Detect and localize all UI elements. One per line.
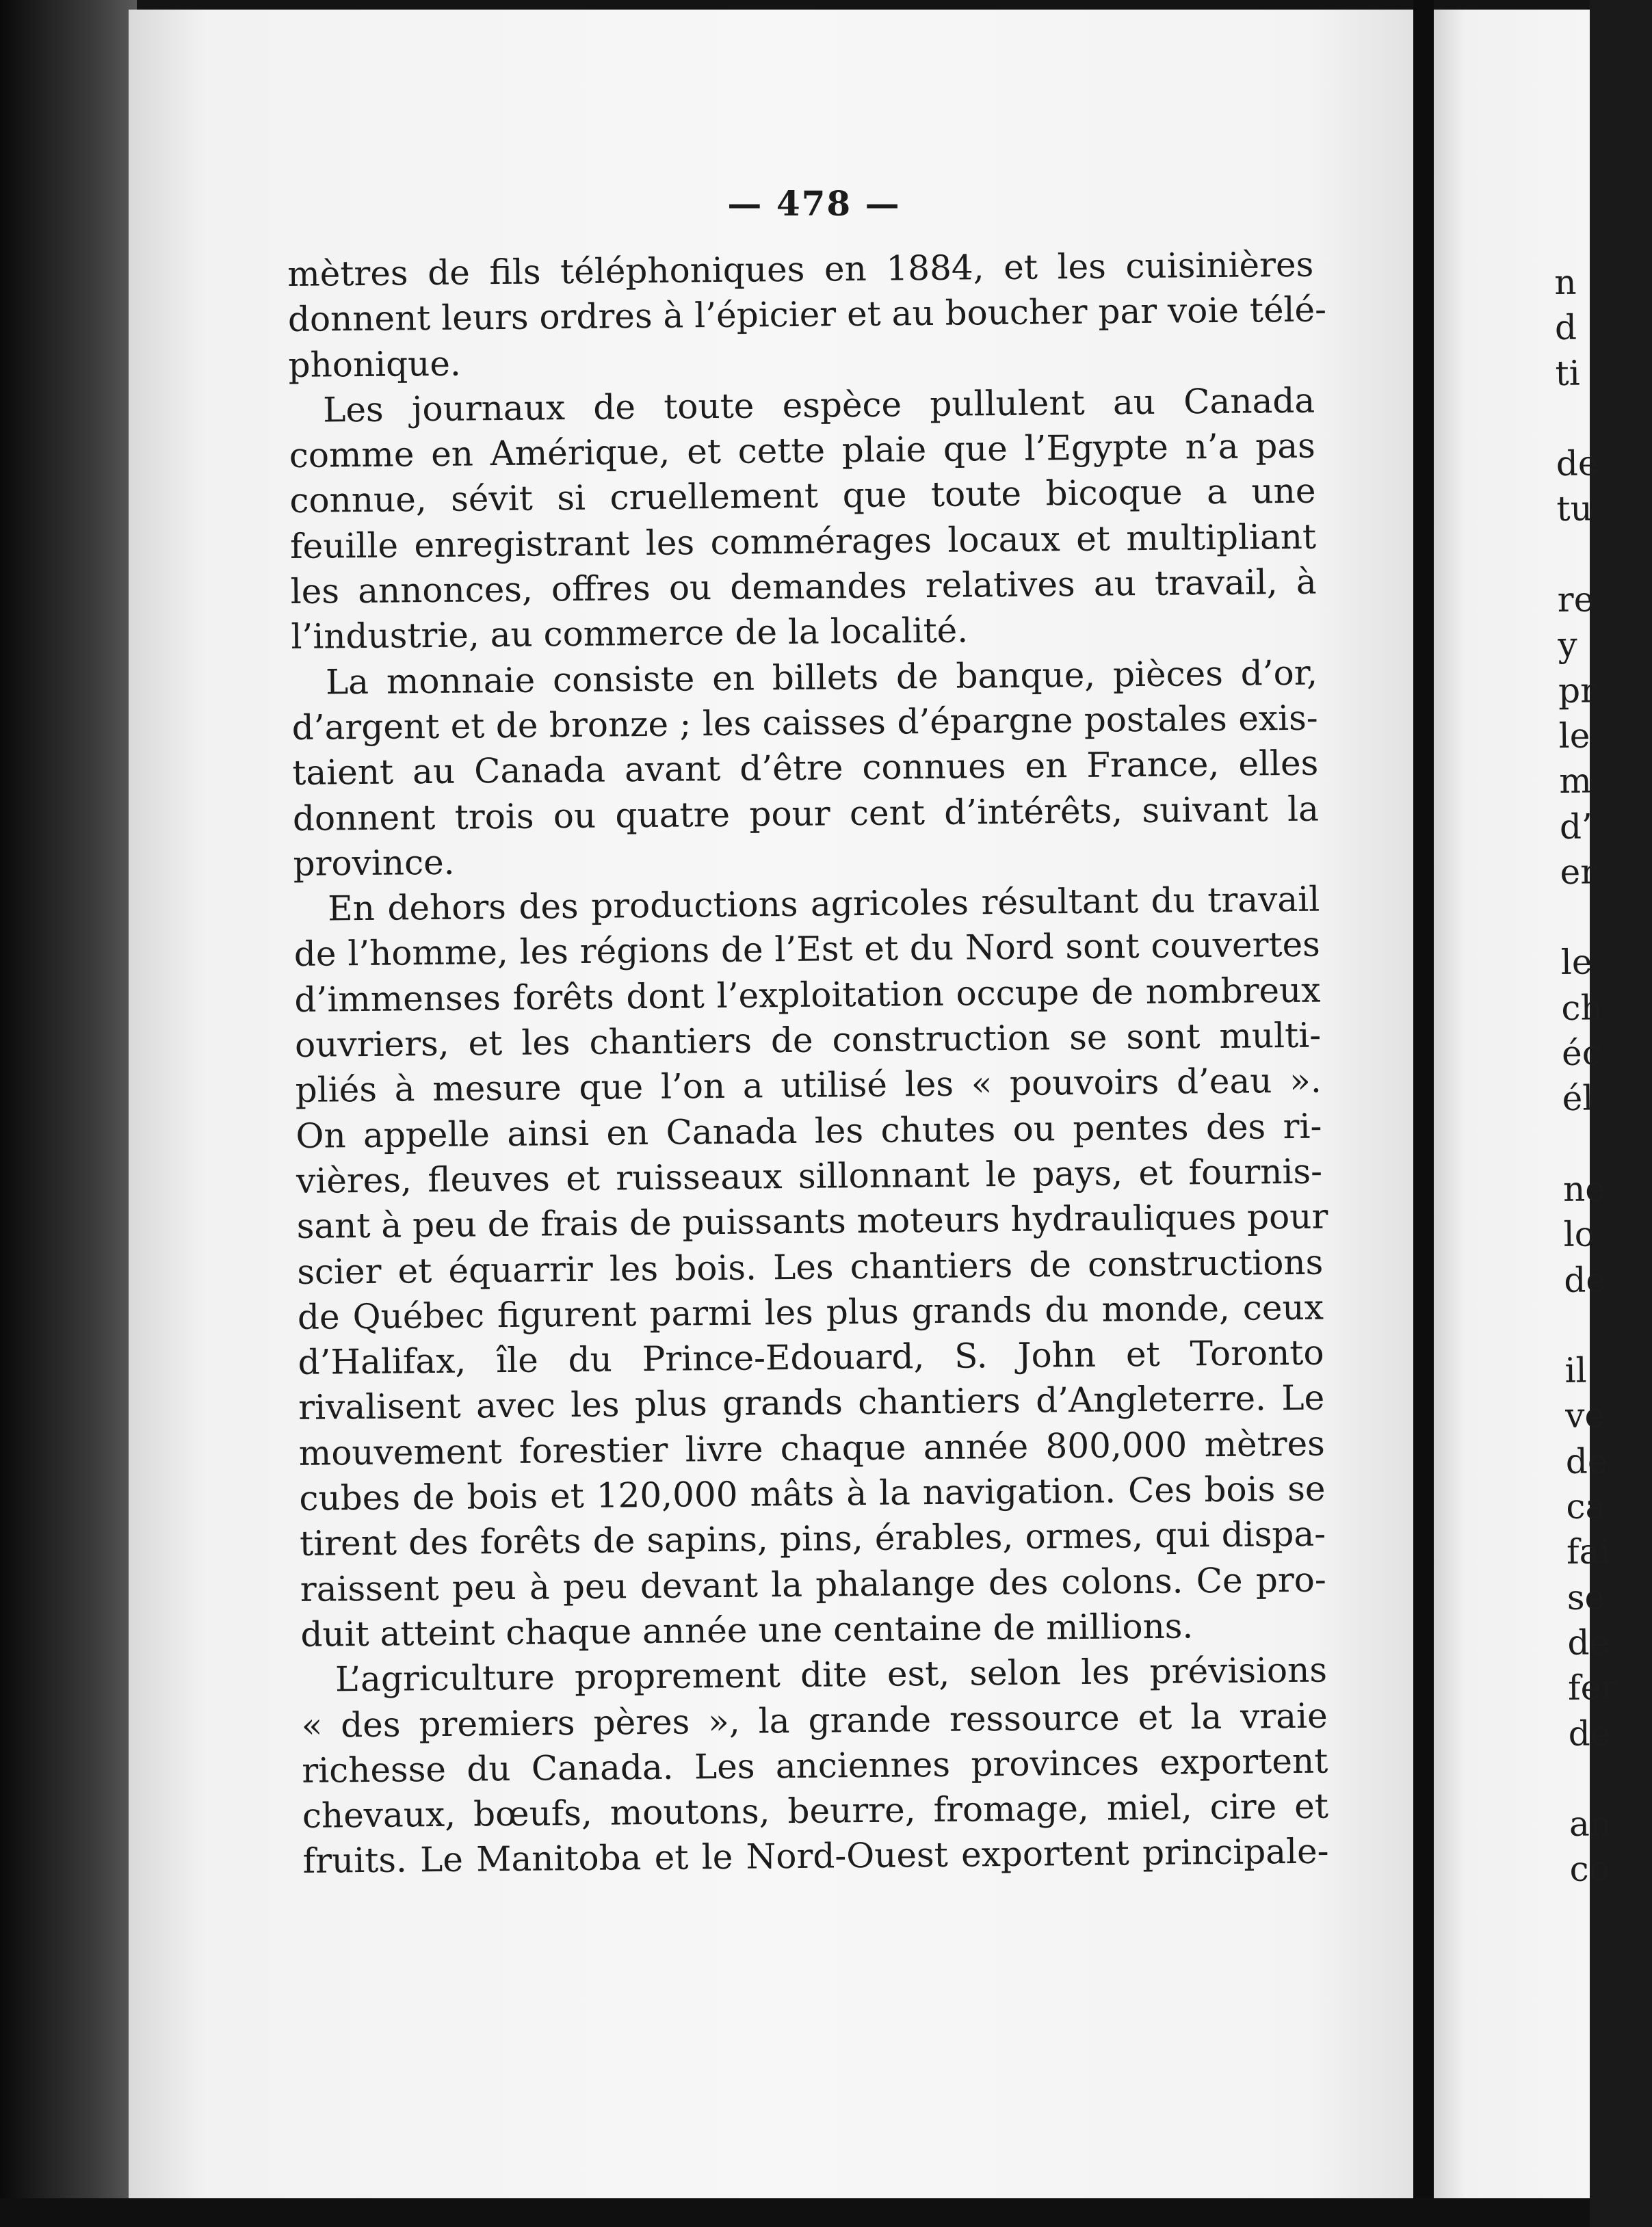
text-line: tirent des forêts de sapins, pins, érables, ormes, qui dispa-: [299, 1514, 1326, 1564]
facing-page-fragment: [1556, 395, 1638, 441]
facing-page-fragment: y: [1558, 625, 1577, 666]
facing-page-fragment: co: [1569, 1849, 1610, 1890]
facing-page-fragment: an: [1569, 1804, 1612, 1844]
facing-page-fragment: [1560, 894, 1643, 940]
facing-page-fragment: [1569, 1756, 1651, 1802]
facing-page-fragment: ca: [1566, 1486, 1606, 1527]
text-line: de Québec figurent parmi les plus grands du monde, ceux: [297, 1287, 1324, 1337]
facing-page-fragment: il: [1564, 1350, 1587, 1391]
page-number: — 478 —: [727, 183, 901, 224]
text-line: mouvement forestier livre chaque année 800,000 mètres: [298, 1423, 1326, 1473]
text-line: pliés à mesure que l’on a utilisé les « pouvoirs d’eau ».: [295, 1060, 1322, 1111]
facing-page-fragment: él: [1562, 1078, 1594, 1119]
text-line: ouvriers, et les chantiers de construction se sont multi-: [294, 1015, 1322, 1065]
facing-page-fragment: d: [1554, 307, 1577, 348]
text-line: On appelle ainsi en Canada les chutes ou pentes des ri-: [296, 1106, 1322, 1156]
text-line: d’immenses forêts dont l’exploitation occupe de nombreux: [294, 970, 1321, 1020]
text-line: d’Halifax, île du Prince-Edouard, S. John et Toronto: [298, 1332, 1324, 1383]
text-line: L’agriculture proprement dite est, selon les prévisions: [335, 1650, 1328, 1700]
text-line: cubes de bois et 120,000 mâts à la navigation. Ces bois se: [299, 1468, 1326, 1518]
facing-page-fragment: re: [1557, 579, 1595, 620]
page-gutter: [1413, 0, 1434, 2227]
facing-page-fragment: de: [1568, 1713, 1611, 1754]
facing-page-text-fragments: [1554, 259, 1652, 1893]
text-line: taient au Canada avant d’être connues en France, elles: [292, 743, 1319, 793]
facing-page-fragment: [1557, 531, 1640, 577]
text-line: connue, sévit si cruellement que toute bicoque a une: [289, 471, 1316, 521]
facing-page-fragment: ne: [1562, 1169, 1606, 1209]
text-line: La monnaie consiste en billets de banque, pièces d’or,: [325, 653, 1318, 702]
text-line: Les journaux de toute espèce pullulent au Canada: [322, 380, 1315, 430]
facing-page-fragment: m: [1559, 761, 1592, 802]
facing-page-fragment: de: [1556, 443, 1599, 484]
facing-page-fragment: fer: [1567, 1668, 1618, 1709]
facing-page-fragment: pr: [1558, 670, 1597, 711]
text-line: duit atteint chaque année une centaine de millions.: [300, 1606, 1194, 1655]
text-line: scier et équarrir les bois. Les chantiers de constructions: [297, 1242, 1324, 1292]
facing-page-fragment: [1562, 1120, 1645, 1166]
facing-page-fragment: fai: [1566, 1531, 1611, 1572]
text-line: fruits. Le Manitoba et le Nord-Ouest exportent principale-: [302, 1831, 1329, 1882]
facing-page-fragment: se: [1566, 1577, 1605, 1618]
text-line: rivalisent avec les plus grands chantiers d’Angleterre. Le: [298, 1378, 1325, 1428]
text-line: En dehors des productions agricoles résultant du travail: [327, 879, 1320, 929]
book-spine-shadow: [0, 0, 137, 2227]
text-line: vières, fleuves et ruisseaux sillonnant le pays, et fournis-: [296, 1151, 1323, 1201]
text-line: raissent peu à peu devant la phalange des colons. Ce pro-: [300, 1559, 1326, 1609]
text-line: les annonces, offres ou demandes relatives au travail, à: [290, 562, 1317, 612]
body-text: [287, 242, 1329, 1884]
text-line: l’industrie, au commerce de la localité.: [291, 610, 969, 657]
text-line: chevaux, bœufs, moutons, beurre, fromage, miel, cire et: [302, 1786, 1329, 1836]
facing-page-fragment: ch: [1561, 988, 1603, 1028]
facing-page-fragment: n: [1554, 262, 1577, 302]
facing-page-fragment: ti: [1555, 353, 1580, 393]
facing-page-fragment: lo: [1563, 1214, 1596, 1255]
facing-page-fragment: de: [1564, 1259, 1607, 1300]
text-line: donnent trois ou quatre pour cent d’intérêts, suivant la: [292, 789, 1320, 839]
text-line: feuille enregistrant les commérages locaux et multipliant: [289, 516, 1317, 566]
facing-page-fragment: d’: [1559, 806, 1593, 847]
text-line: sant à peu de frais de puissants moteurs hydrauliques pour: [296, 1196, 1328, 1247]
facing-page-fragment: de: [1567, 1622, 1610, 1663]
scan-bottom-edge: [0, 2198, 1590, 2227]
text-line: d’argent et de bronze ; les caisses d’épargne postales exis-: [291, 698, 1318, 748]
facing-page-fragment: ve: [1564, 1395, 1605, 1436]
text-line: richesse du Canada. Les anciennes provinces exportent: [302, 1741, 1328, 1791]
facing-page-fragment: er: [1560, 852, 1597, 892]
facing-page-fragment: [1564, 1302, 1647, 1348]
text-line: province.: [293, 842, 455, 884]
facing-page-fragment: éc: [1561, 1033, 1602, 1073]
text-line: comme en Amérique, et cette plaie que l’Egypte n’a pas: [289, 425, 1316, 476]
text-line: phonique.: [288, 343, 462, 385]
facing-page-fragment: le: [1558, 715, 1590, 756]
facing-page-fragment: le: [1560, 942, 1592, 983]
facing-page-fragment: de: [1565, 1441, 1608, 1481]
text-line: « des premiers pères », la grande ressource et la vraie: [301, 1696, 1328, 1745]
text-line: mètres de fils téléphoniques en 1884, et les cuisinières: [287, 244, 1314, 294]
text-line: de l’homme, les régions de l’Est et du Nord sont couvertes: [293, 925, 1321, 975]
text-line: donnent leurs ordres à l’épicier et au boucher par voie télé-: [287, 289, 1327, 340]
facing-page-fragment: tu: [1556, 488, 1593, 529]
